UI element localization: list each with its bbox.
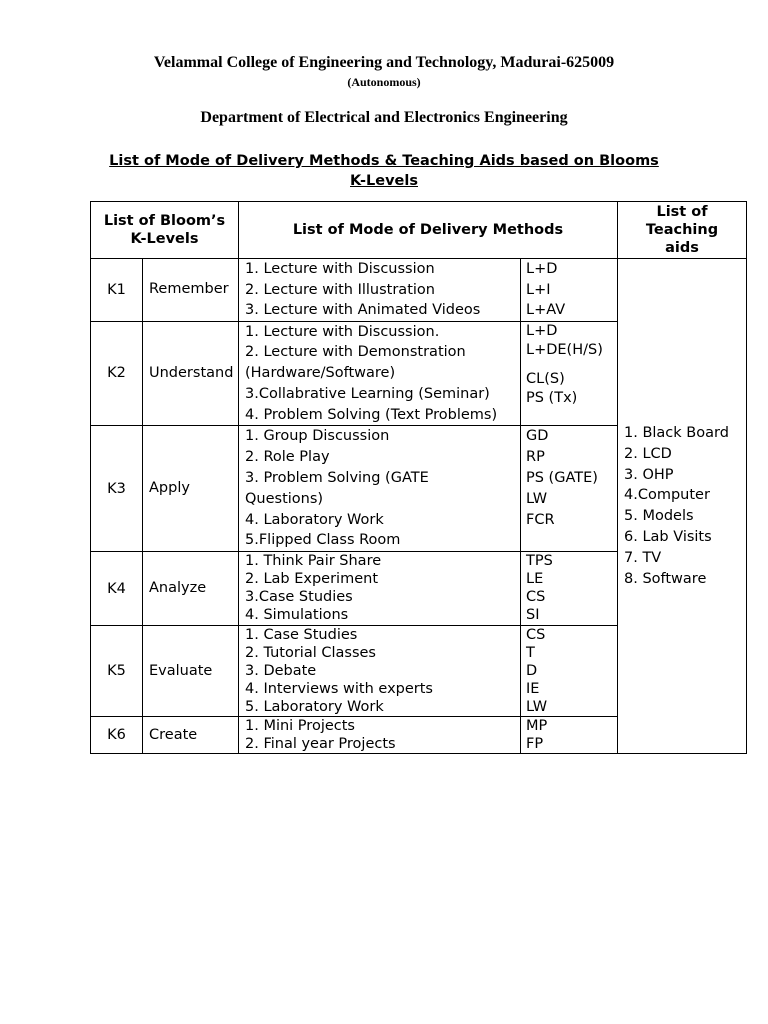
method-item: 1. Mini Projects: [245, 718, 355, 735]
method-item: Questions): [245, 490, 324, 507]
document-title-line1: List of Mode of Delivery Methods & Teaching Aids based on Blooms: [109, 153, 659, 169]
method-code: L+I: [526, 281, 551, 298]
method-code: PS (GATE): [526, 470, 598, 487]
method-code: PS (Tx): [526, 389, 578, 406]
header-aids-line3: aids: [665, 240, 699, 256]
method-item: 3.Case Studies: [245, 589, 353, 606]
method-code: L+AV: [526, 302, 566, 318]
method-item: 1. Lecture with Discussion.: [245, 323, 440, 340]
document-title-line2: K-Levels: [350, 173, 418, 189]
method-code: LW: [526, 490, 548, 507]
methods-cell: [239, 552, 521, 626]
codes-cell: [521, 259, 618, 322]
codes-cell: [521, 426, 618, 552]
method-item: 2. Lab Experiment: [245, 571, 378, 588]
method-item: 4. Problem Solving (Text Problems): [245, 406, 498, 423]
method-code: GD: [526, 428, 549, 445]
teaching-aids-cell: [618, 259, 747, 754]
method-item: 4. Interviews with experts: [245, 681, 433, 698]
method-code: T: [526, 645, 535, 662]
codes-cell: [521, 321, 618, 426]
table-row-k1: [91, 259, 747, 322]
k-verb-cell: Apply: [143, 426, 239, 552]
method-code: FP: [526, 736, 544, 753]
method-code: MP: [526, 718, 548, 735]
header-teaching-aids: [618, 202, 747, 259]
k-level-cell: K3: [91, 426, 143, 552]
header-methods: List of Mode of Delivery Methods: [239, 202, 618, 259]
method-item: 2. Role Play: [245, 449, 330, 466]
methods-cell: [239, 426, 521, 552]
method-item: 1. Lecture with Discussion: [245, 261, 435, 277]
header-aids-line1: List of: [656, 204, 708, 220]
method-code: L+D: [526, 261, 558, 277]
header-klevels: [91, 202, 239, 259]
method-item: 4. Simulations: [245, 607, 349, 624]
method-code: CL(S): [526, 370, 565, 387]
codes-cell: [521, 717, 618, 754]
department-name: Department of Electrical and Electronics Engineering: [200, 109, 568, 126]
k-verb-cell: Evaluate: [143, 626, 239, 717]
method-code: CS: [526, 627, 546, 644]
method-item: 5. Laboratory Work: [245, 699, 384, 716]
teaching-aid-item: 5. Models: [624, 508, 694, 525]
method-code: RP: [526, 449, 545, 466]
methods-cell: [239, 321, 521, 426]
header-klevels-line2: K-Levels: [130, 231, 199, 247]
table-header-row: [91, 202, 747, 259]
method-item: 1. Think Pair Share: [245, 553, 382, 570]
header-aids-line2: Teaching: [645, 222, 719, 238]
method-item: 3. Problem Solving (GATE: [245, 470, 429, 487]
teaching-aid-item: 4.Computer: [624, 487, 710, 504]
method-item: 3. Debate: [245, 663, 317, 680]
k-level-cell: K2: [91, 321, 143, 426]
method-code: SI: [526, 607, 540, 624]
autonomous-label: (Autonomous): [347, 75, 421, 89]
method-code: CS: [526, 589, 546, 606]
k-level-cell: K4: [91, 552, 143, 626]
k-verb-cell: Understand: [143, 321, 239, 426]
teaching-aid-item: 8. Software: [624, 570, 707, 587]
methods-cell: [239, 626, 521, 717]
document-title: [90, 151, 678, 191]
method-item: 1. Group Discussion: [245, 428, 390, 445]
methods-cell: [239, 717, 521, 754]
method-code: L+DE(H/S): [526, 341, 603, 358]
method-item: 3.Collabrative Learning (Seminar): [245, 385, 490, 402]
k-levels-table: [90, 201, 747, 754]
teaching-aid-item: 7. TV: [624, 549, 662, 566]
method-code: TPS: [526, 553, 553, 570]
method-item: 2. Tutorial Classes: [245, 645, 376, 662]
header-klevels-line1: List of Bloom’s: [103, 213, 226, 229]
k-verb-cell: Remember: [143, 259, 239, 322]
teaching-aid-item: 6. Lab Visits: [624, 528, 712, 545]
k-level-cell: K5: [91, 626, 143, 717]
method-item: 2. Lecture with Illustration: [245, 281, 435, 298]
teaching-aid-item: 3. OHP: [624, 466, 674, 483]
codes-cell: [521, 626, 618, 717]
method-code: LW: [526, 699, 548, 716]
k-verb-cell: Create: [143, 717, 239, 754]
method-code: FCR: [526, 511, 555, 528]
k-level-cell: K1: [91, 259, 143, 322]
k-verb-cell: Analyze: [143, 552, 239, 626]
method-code: L+D: [526, 322, 558, 339]
method-item: 4. Laboratory Work: [245, 511, 384, 528]
method-item: (Hardware/Software): [245, 365, 396, 382]
college-name: Velammal College of Engineering and Technology, Madurai-625009: [153, 54, 615, 71]
codes-cell: [521, 552, 618, 626]
method-code: D: [526, 663, 538, 680]
method-item: 2. Final year Projects: [245, 736, 396, 753]
teaching-aid-item: 2. LCD: [624, 445, 672, 462]
teaching-aid-item: 1. Black Board: [624, 424, 729, 441]
method-item: 1. Case Studies: [245, 627, 358, 644]
method-item: 2. Lecture with Demonstration: [245, 344, 466, 361]
method-code: IE: [526, 681, 540, 698]
method-code: LE: [526, 571, 544, 588]
k-level-cell: K6: [91, 717, 143, 754]
method-item: 3. Lecture with Animated Videos: [245, 302, 481, 318]
methods-cell: [239, 259, 521, 322]
method-item: 5.Flipped Class Room: [245, 532, 401, 549]
